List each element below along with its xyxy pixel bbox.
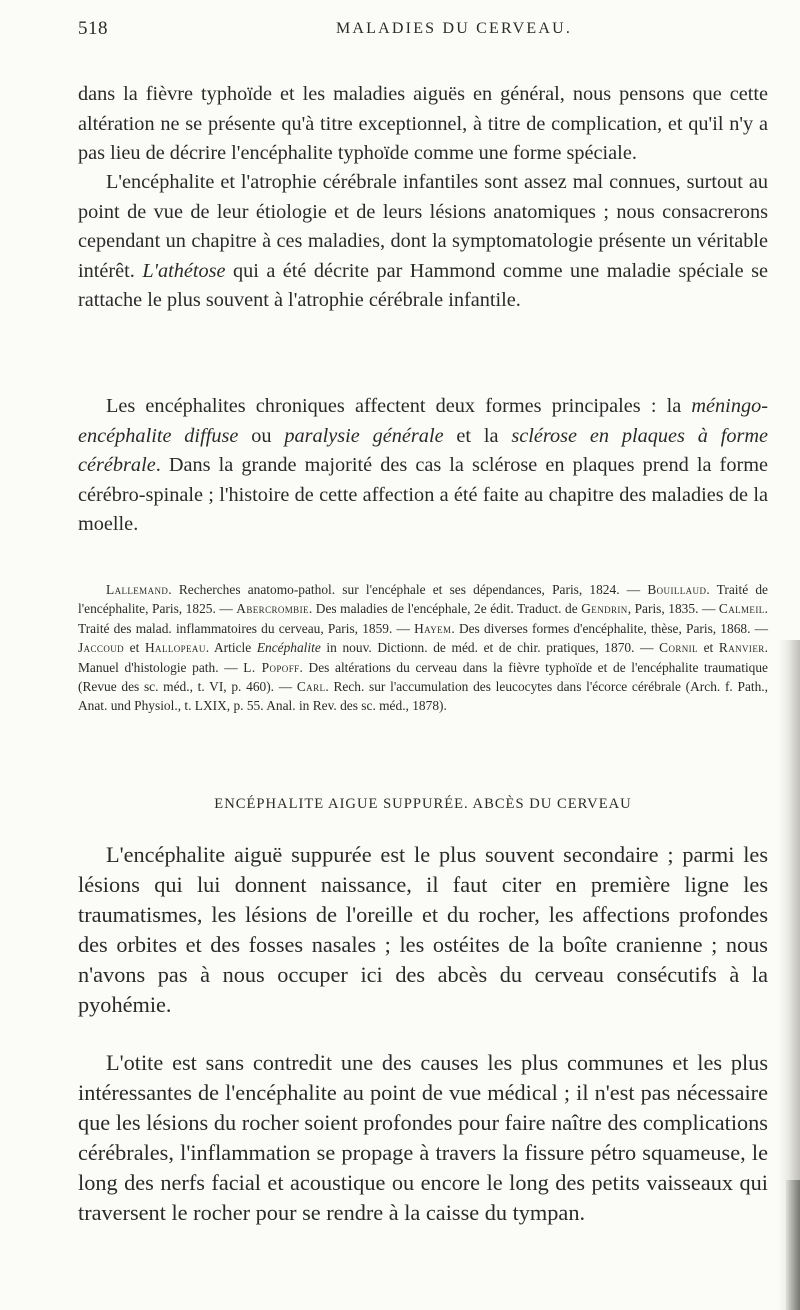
term-athetose: L'athétose	[142, 259, 226, 282]
paragraph-text: Les encéphalites chroniques affectent deux formes principales : la	[106, 395, 692, 417]
ref-author: Calmeil	[718, 601, 765, 617]
paragraph-typhoid: dans la fièvre typhoïde et les maladies aiguës en général, nous pensons que cette altération ne se présente qu'à titre exceptionnel, à titre de complication, et qu'il n'y a pas lieu de décrire l'encéphalite typhoïde comme une forme spéciale.	[78, 83, 768, 165]
ref-text: . Recherches anatomo-pathol. sur l'encéphale et ses dépendances, Paris, 1824. —	[168, 582, 648, 597]
ref-text: . Traité de l'encéphalite, Paris, 1825. —	[78, 582, 768, 617]
ref-author: Jaccoud	[78, 640, 125, 656]
ref-author: L. Popoff	[243, 659, 300, 675]
ref-text: . Des diverses formes d'encéphalite, thèse, Paris, 1868. —	[451, 620, 768, 636]
paragraph-text: et la	[443, 424, 512, 447]
running-head: MALADIES DU CERVEAU.	[336, 20, 573, 37]
ref-text: . Article	[205, 640, 257, 656]
term-paralysie-generale: paralysie générale	[284, 424, 444, 447]
bibliography	[78, 580, 768, 716]
ref-author: Hallopeau	[144, 640, 206, 656]
ref-author: Lallemand	[106, 582, 169, 597]
ref-italic-title: Encéphalite	[256, 640, 321, 656]
ref-text: , Paris, 1835. —	[627, 601, 719, 617]
ref-text: . Des maladies de l'encéphale, 2e édit. Traduct. de	[308, 601, 582, 617]
ref-author: Bouillaud	[647, 582, 707, 597]
ref-text: . Rech. sur l'accumulation des leucocytes dans l'écorce cérébrale (Arch. f. Path., Anat. und Physiol., t. LXIX, p. 55. Anal. in Rev. des sc. méd., 1878).	[78, 679, 768, 714]
page-number: 518	[78, 18, 108, 39]
page-header	[78, 18, 768, 48]
section-title: ENCÉPHALITE AIGUE SUPPURÉE. ABCÈS DU CERVEAU	[214, 796, 632, 812]
ref-author: Cornil	[659, 640, 698, 656]
paragraph-text: qui a été décrite par Hammond comme une maladie spéciale se rattache le plus souvent à l'atrophie cérébrale infantile.	[78, 259, 769, 312]
ref-text: in nouv. Dictionn. de méd. et de chir. pratiques, 1870. —	[320, 640, 660, 656]
ref-author: Carl	[296, 679, 326, 695]
term-meningo-encephalite: méningo-encéphalite diffuse	[78, 395, 768, 447]
ref-author: Gendrin	[581, 601, 628, 617]
paragraph-chronic-encephalitis	[78, 392, 768, 540]
ref-author: Ranvier	[718, 640, 765, 656]
ref-text: et	[124, 640, 145, 656]
term-sclerose: sclérose en plaques à forme cérébrale	[78, 424, 769, 477]
ref-text: . Manuel d'histologie path. —	[78, 640, 768, 675]
ref-author: Abercrombie	[236, 601, 309, 617]
page-corner-shadow	[786, 1180, 800, 1310]
ref-text: . Des altérations du cerveau dans la fièvre typhoïde et de l'encéphalite traumatique (Revue des sc. méd., t. VI, p. 460). —	[78, 659, 769, 695]
ref-text: et	[697, 640, 719, 656]
paragraph-otitis: L'otite est sans contredit une des causes les plus communes et les plus intéressantes de l'encéphalite au point de vue médical ; il n'est pas nécessaire que les lésions du rocher soient profondes pour faire naître des complications cérébrales, l'inflammation se propage à travers la fissure pétro squameuse, le long des nerfs facial et acoustique ou encore le long des petits vaisseaux qui traversent le rocher pour se rendre à la caisse du tympan.	[78, 1050, 768, 1225]
paragraph-text: . Dans la grande majorité des cas la sclérose en plaques prend la forme cérébro-spinale ; l'histoire de cette affection a été faite au chapitre des maladies de la moelle.	[78, 454, 768, 536]
paragraph-text: ou	[238, 424, 285, 447]
paragraph-text: L'encéphalite et l'atrophie cérébrale infantiles sont assez mal connues, surtout au point de vue de leur étiologie et de leurs lésions anatomiques ; nous consacrerons cependant un chapitre à ces maladies, dont la symptomatologie présente un véritable intérêt.	[78, 171, 768, 282]
ref-text: . Traité des malad. inflammatoires du cerveau, Paris, 1859. —	[78, 601, 768, 636]
ref-author: Hayem	[414, 620, 452, 636]
paragraph-infantile-encephalitis	[78, 168, 768, 316]
paragraph-suppurative-encephalitis: L'encéphalite aiguë suppurée est le plus souvent secondaire ; parmi les lésions qui lui donnent naissance, il faut citer en première ligne les traumatismes, les lésions de l'oreille et du rocher, les affections profondes des orbites et des fosses nasales ; les ostéites de la boîte cranienne ; nous n'avons pas à nous occuper ici des abcès du cerveau consécutifs à la pyohémie.	[78, 842, 768, 1017]
